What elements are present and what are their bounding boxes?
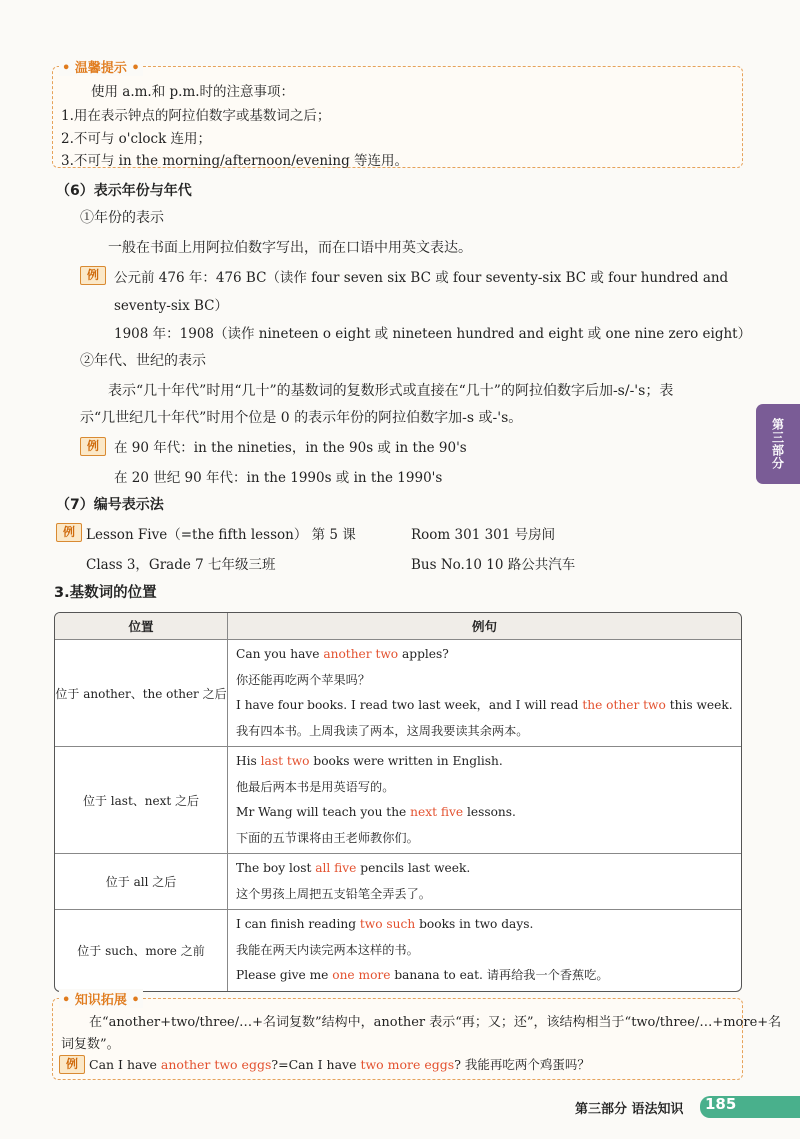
table-header-example: 例句 (471, 619, 497, 634)
example-text: Can you have (236, 647, 324, 661)
table-header-position: 位置 (55, 613, 228, 639)
knowledge-example-highlight: two more eggs (360, 1057, 455, 1072)
example-line (236, 642, 741, 668)
example-text: apples? (398, 647, 449, 661)
example-highlight: all five (315, 861, 357, 875)
example-line (236, 882, 741, 908)
tip-line-intro: 使用 a.m.和 p.m.时的注意事项： (91, 84, 295, 100)
example-cell (228, 910, 741, 991)
tip-line-2: 2.不可与 o'clock 连用； (61, 131, 212, 147)
knowledge-paragraph-2: 词复数”。 (61, 1037, 120, 1052)
tip-title: • 温馨提示 • (59, 57, 143, 76)
example-highlight: another two (323, 647, 399, 661)
year-subheading: ①年份的表示 (80, 210, 164, 226)
knowledge-title: • 知识拓展 • (59, 989, 143, 1008)
position-cell: 位于 last、next 之后 (55, 747, 228, 853)
tip-line-1: 1.用在表示钟点的阿拉伯数字或基数词之后； (61, 108, 331, 124)
example-line (236, 719, 741, 745)
example-line (236, 938, 741, 964)
knowledge-example (89, 1055, 590, 1073)
knowledge-example-text: Can I have (89, 1057, 161, 1072)
section-3-heading: 3.基数词的位置 (54, 585, 157, 601)
example-line (236, 749, 741, 775)
example-highlight: next five (410, 805, 464, 819)
section-7-heading: （7）编号表示法 (56, 497, 164, 513)
table-row (55, 854, 741, 910)
cardinal-position-table (54, 612, 742, 992)
example-highlight: one more (332, 968, 391, 982)
knowledge-example-text: ? 我能再吃两个鸡蛋吗？ (454, 1057, 590, 1072)
example-year-bc: 公元前 476 年：476 BC（读作 four seven six BC 或 four seventy-six BC 或 four hundred and (114, 270, 729, 286)
example-line (236, 912, 741, 938)
example-text: this week. (665, 698, 733, 712)
table-row (55, 640, 741, 747)
example-year-bc-cont: seventy-six BC） (114, 298, 228, 314)
example-text: 他最后两本书是用英语写的。 (236, 779, 395, 794)
numbering-class: Class 3，Grade 7 七年级三班 (86, 557, 276, 573)
numbering-room: Room 301 301 号房间 (411, 527, 556, 543)
decade-paragraph-1: 表示“几十年代”时用“几十”的基数词的复数形式或直接在“几十”的阿拉伯数字后加-s/-'s；表 (108, 383, 674, 399)
example-text: The boy lost (236, 861, 316, 875)
example-highlight: last two (260, 754, 310, 768)
knowledge-box (52, 993, 782, 1080)
example-highlight: two such (359, 917, 416, 931)
side-tab: 第三部分 (756, 404, 800, 484)
decade-subheading: ②年代、世纪的表示 (80, 353, 206, 369)
year-paragraph: 一般在书面上用阿拉伯数字写出，而在口语中用英文表达。 (108, 240, 472, 256)
example-text: His (236, 754, 261, 768)
table-body (55, 640, 741, 991)
example-cell (228, 747, 741, 853)
example-line (236, 800, 741, 826)
example-text: books in two days. (415, 917, 534, 931)
position-cell: 位于 all 之后 (55, 854, 228, 909)
position-cell: 位于 another、the other 之后 (55, 640, 228, 746)
knowledge-example-highlight: another two eggs (160, 1057, 272, 1072)
example-text: 我能在两天内读完两本这样的书。 (236, 942, 419, 957)
example-text: 下面的五节课将由王老师教你们。 (236, 830, 419, 845)
table-header (55, 613, 741, 640)
example-text: books were written in English. (309, 754, 503, 768)
example-line (236, 963, 741, 989)
section-6-heading: （6）表示年份与年代 (56, 183, 192, 199)
example-line (236, 856, 741, 882)
example-badge: 例 (80, 266, 106, 285)
example-line (236, 826, 741, 852)
knowledge-example-text: ?=Can I have (271, 1057, 361, 1072)
position-cell: 位于 such、more 之前 (55, 910, 228, 991)
example-text: 我有四本书。上周我读了两本，这周我要读其余两本。 (236, 723, 529, 738)
example-text: I can finish reading (236, 917, 360, 931)
page-number: 185 (705, 1095, 737, 1113)
numbering-bus: Bus No.10 10 路公共汽车 (411, 557, 576, 573)
example-badge: 例 (59, 1055, 85, 1074)
example-text: I have four books. I read two last week，and I will read (236, 698, 583, 712)
footer-section-label: 第三部分 语法知识 (575, 1102, 684, 1117)
numbering-lesson: Lesson Five（=the fifth lesson） 第 5 课 (86, 527, 356, 543)
table-row (55, 910, 741, 991)
example-cell (228, 640, 741, 746)
example-text: pencils last week. (356, 861, 471, 875)
example-badge: 例 (56, 523, 82, 542)
example-line (236, 775, 741, 801)
example-text: Please give me (236, 968, 333, 982)
knowledge-paragraph-1: 在“another+two/three/…+名词复数”结构中，another 表示“再；又；还”，该结构相当于“two/three/…+more+名 (89, 1015, 782, 1030)
decade-paragraph-2: 示“几世纪几十年代”时用个位是 0 的表示年份的阿拉伯数字加-s 或-'s。 (80, 410, 523, 426)
example-1990s: 在 20 世纪 90 年代：in the 1990s 或 in the 1990's (114, 470, 443, 486)
tip-line-3: 3.不可与 in the morning/afternoon/evening 等连用。 (61, 153, 409, 169)
example-badge: 例 (80, 437, 106, 456)
example-text: Mr Wang will teach you the (236, 805, 411, 819)
example-cell (228, 854, 741, 909)
tip-box (52, 61, 743, 169)
example-text: 你还能再吃两个苹果吗？ (236, 672, 371, 687)
example-text: banana to eat. 请再给我一个香蕉吃。 (390, 968, 609, 982)
example-text: lessons. (463, 805, 516, 819)
example-highlight: the other two (582, 698, 666, 712)
example-year-1908: 1908 年：1908（读作 nineteen o eight 或 nineteen hundred and eight 或 one nine zero eight） (114, 326, 752, 342)
example-nineties: 在 90 年代：in the nineties，in the 90s 或 in the 90's (114, 440, 467, 456)
example-line (236, 668, 741, 694)
table-row (55, 747, 741, 854)
example-text: 这个男孩上周把五支铅笔全弄丢了。 (236, 886, 431, 901)
example-line (236, 693, 741, 719)
